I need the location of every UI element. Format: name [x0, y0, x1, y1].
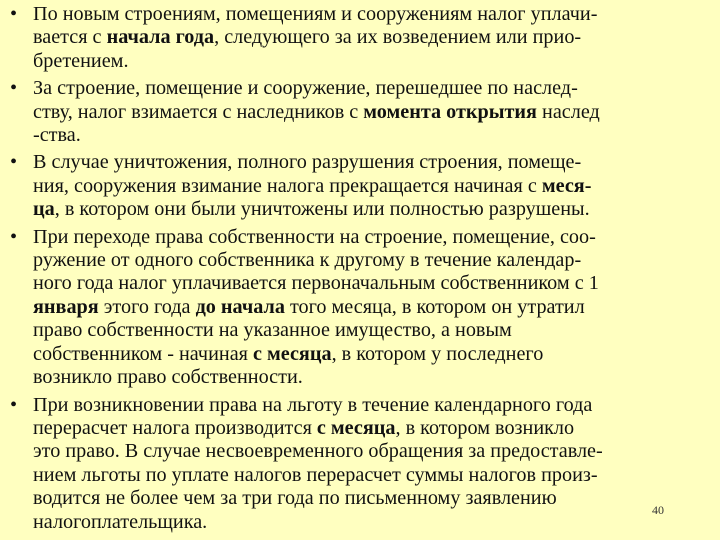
text-run: За строение, помещение и сооружение, перешедшее по наслед-	[33, 77, 578, 100]
bold-text: меся-	[541, 174, 592, 197]
text-run: По новым строениям, помещениям и сооружениям налог уплачи-	[33, 3, 598, 25]
bullet-item	[10, 3, 718, 73]
text-line	[33, 151, 718, 174]
text-run: право собственности на указанное имущество, а новым	[33, 319, 512, 342]
text-line	[33, 417, 718, 440]
text-run: При возникновении права на льготу в течение календарного года	[33, 393, 593, 416]
text-line	[33, 175, 718, 198]
text-line	[33, 343, 718, 366]
text-line	[33, 26, 718, 49]
text-run: этого года	[98, 295, 196, 318]
text-line	[33, 366, 718, 389]
bold-text: с месяца	[252, 342, 332, 365]
text-line	[33, 511, 718, 534]
bullet-item	[10, 226, 718, 390]
text-run: собственником - начиная	[33, 342, 253, 365]
bold-text: ца	[33, 198, 55, 221]
text-run: , в котором у последнего	[331, 342, 544, 365]
text-line	[33, 198, 718, 221]
bold-text: с месяца	[316, 416, 396, 439]
text-run: водится не более чем за три года по письменному заявлению	[33, 487, 557, 510]
text-line	[33, 101, 718, 124]
bullet-marker: •	[10, 3, 18, 25]
bold-text: января	[33, 295, 99, 318]
text-run: ния, сооружения взимание налога прекращается начиная с	[33, 174, 542, 197]
bullet-list	[10, 3, 718, 534]
text-run: , в котором они были уничтожены или полностью разрушены.	[54, 198, 590, 221]
text-run: При переходе права собственности на строение, помещение, соо-	[33, 225, 596, 248]
bullet-item	[10, 77, 718, 147]
text-run: 1	[588, 272, 599, 295]
bullet-item	[10, 151, 718, 221]
text-line	[33, 124, 718, 147]
bullet-marker: •	[10, 77, 18, 100]
text-line	[33, 464, 718, 487]
bold-text: момента открытия	[363, 100, 537, 123]
text-line	[33, 272, 718, 295]
text-run: , в котором возникло	[395, 416, 575, 439]
text-run: вается с	[33, 26, 107, 49]
text-run: , следующего за их возведением или прио-	[214, 26, 582, 49]
text-run: наслед	[536, 100, 600, 123]
text-run: нием льготы по уплате налогов перерасчет суммы налогов произ-	[33, 463, 598, 486]
text-run: В случае уничтожения, полного разрушения строения, помеще-	[33, 151, 582, 174]
text-run: ству, налог взимается с наследников с	[33, 100, 364, 123]
page-number: 40	[652, 503, 664, 517]
bullet-marker: •	[10, 393, 18, 416]
text-line	[33, 319, 718, 342]
text-line	[33, 487, 718, 510]
text-run: перерасчет налога производится	[33, 416, 317, 439]
bullet-item	[10, 394, 718, 534]
text-run: ного года налог уплачивается первоначальным собственником с	[33, 272, 589, 295]
text-line	[33, 296, 718, 319]
bullet-marker: •	[10, 225, 18, 248]
bold-text: до начала	[195, 295, 285, 318]
text-line	[33, 50, 718, 73]
text-run: ружение от одного собственника к другому в течение календар-	[33, 249, 582, 272]
text-line	[33, 440, 718, 463]
text-run: налогоплательщика.	[33, 510, 208, 533]
text-run: это право. В случае несвоевременного обращения за предоставле-	[33, 440, 603, 463]
text-run: бретением.	[33, 49, 129, 72]
bold-text: начала года	[106, 26, 215, 49]
text-line	[33, 77, 718, 100]
text-line	[33, 226, 718, 249]
text-line	[33, 394, 718, 417]
text-run: возникло право собственности.	[33, 366, 303, 389]
text-line	[33, 3, 718, 26]
text-run: -ства.	[33, 124, 81, 147]
text-run: того месяца, в котором он утратил	[284, 295, 585, 318]
text-line	[33, 249, 718, 272]
bullet-marker: •	[10, 151, 18, 174]
